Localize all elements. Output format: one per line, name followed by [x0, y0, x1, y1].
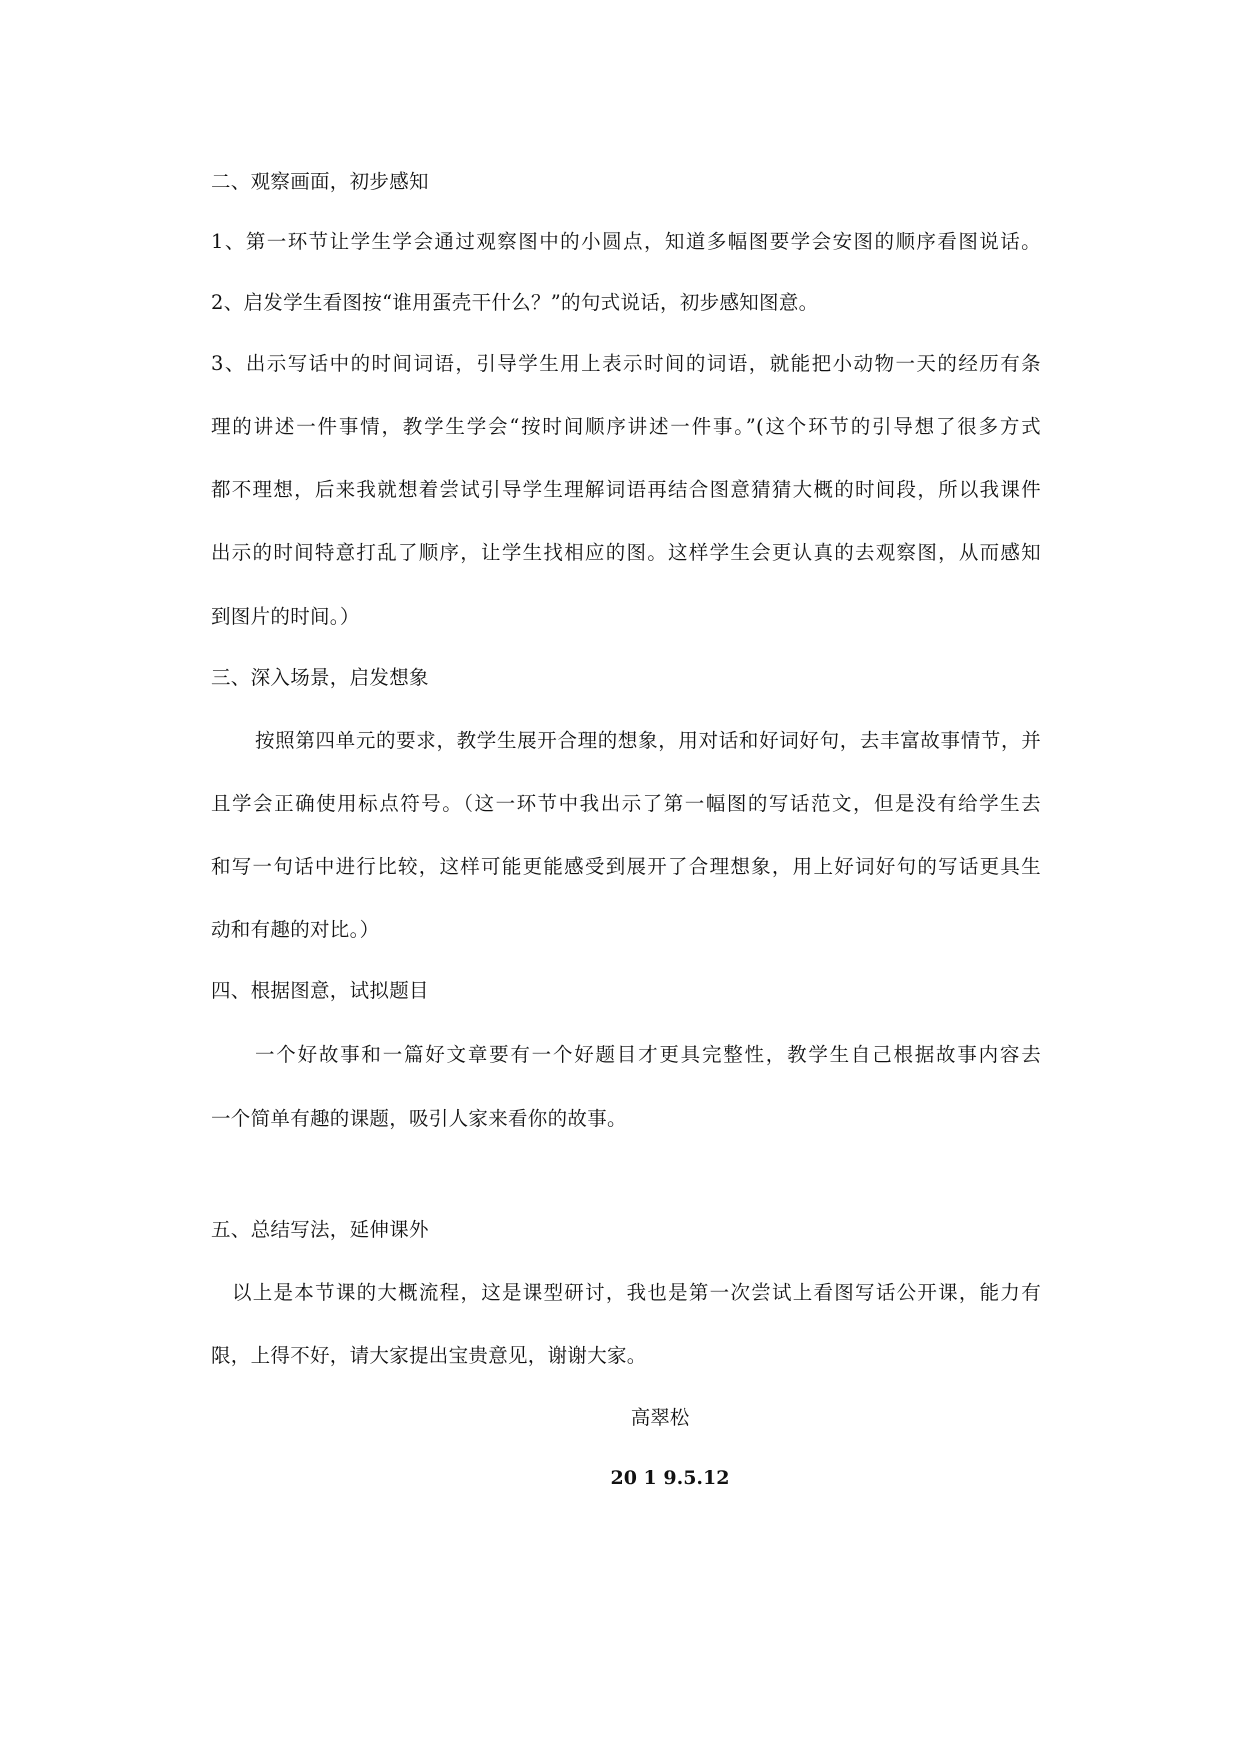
paragraph-line: 3、出示写话中的时间词语，引导学生用上表示时间的词语，就能把小动物一天的经历有条 [211, 352, 1041, 375]
section-heading-2: 二、观察画面，初步感知 [211, 170, 429, 193]
author-signature: 高翠松 [630, 1406, 690, 1429]
paragraph-line: 理的讲述一件事情，教学生学会“按时间顺序讲述一件事。”(这个环节的引导想了很多方式 [211, 415, 1041, 438]
section-heading-3: 三、深入场景，启发想象 [211, 666, 429, 689]
section-heading-5: 五、总结写法，延伸课外 [211, 1218, 429, 1241]
paragraph-line: 和写一句话中进行比较，这样可能更能感受到展开了合理想象，用上好词好句的写话更具生 [211, 855, 1041, 878]
section-heading-4: 四、根据图意，试拟题目 [211, 979, 429, 1002]
paragraph-line: 都不理想，后来我就想着尝试引导学生理解词语再结合图意猜猜大概的时间段，所以我课件 [211, 478, 1041, 501]
paragraph-line: 一个好故事和一篇好文章要有一个好题目才更具完整性，教学生自己根据故事内容去 [255, 1043, 1041, 1066]
paragraph-line: 出示的时间特意打乱了顺序，让学生找相应的图。这样学生会更认真的去观察图，从而感知 [211, 541, 1041, 564]
paragraph-line: 一个简单有趣的课题，吸引人家来看你的故事。 [211, 1107, 627, 1130]
paragraph-line: 1、第一环节让学生学会通过观察图中的小圆点，知道多幅图要学会安图的顺序看图说话。 [211, 230, 1041, 253]
paragraph-line: 到图片的时间。） [211, 605, 360, 628]
paragraph-line: 且学会正确使用标点符号。（这一环节中我出示了第一幅图的写话范文，但是没有给学生去 [211, 792, 1041, 815]
paragraph-line: 按照第四单元的要求，教学生展开合理的想象，用对话和好词好句，去丰富故事情节，并 [255, 729, 1041, 752]
paragraph-line: 限，上得不好，请大家提出宝贵意见，谢谢大家。 [211, 1344, 647, 1367]
paragraph-line: 2、启发学生看图按“谁用蛋壳干什么？”的句式说话，初步感知图意。 [211, 291, 819, 314]
paragraph-line: 动和有趣的对比。） [211, 918, 380, 941]
paragraph-line: 以上是本节课的大概流程，这是课型研讨，我也是第一次尝试上看图写话公开课，能力有 [232, 1281, 1041, 1304]
document-date: 20 1 9.5.12 [610, 1467, 730, 1489]
